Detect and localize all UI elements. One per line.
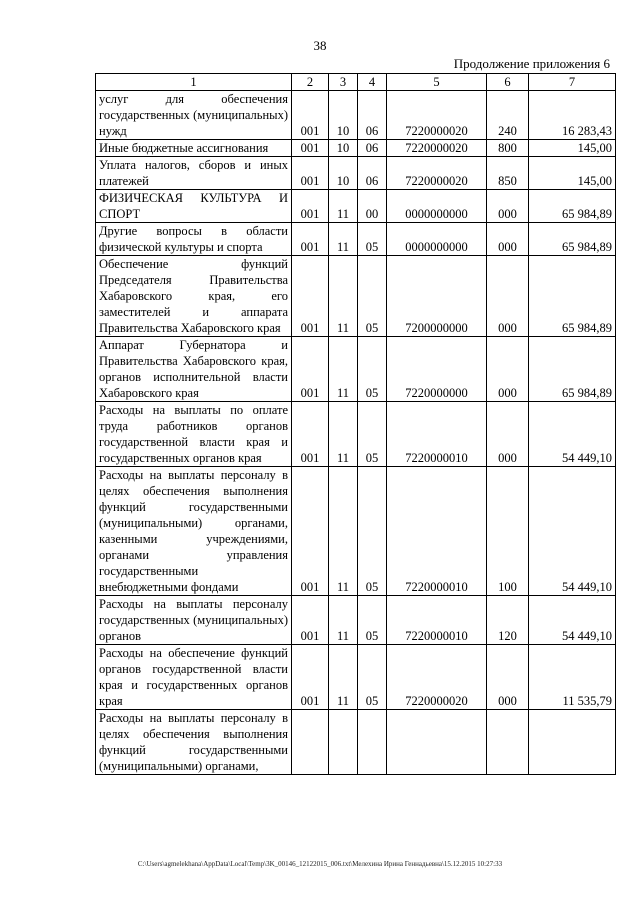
table-row xyxy=(96,337,616,402)
row-expense-type: 240 xyxy=(487,91,529,140)
row-section: 11 xyxy=(329,223,358,256)
continuation-label: Продолжение приложения 6 xyxy=(453,56,610,71)
header-cell: 5 xyxy=(387,74,487,91)
row-section: 11 xyxy=(329,402,358,467)
row-subsection: 06 xyxy=(358,140,387,157)
row-code: 001 xyxy=(292,223,329,256)
row-code: 001 xyxy=(292,256,329,337)
row-name: Расходы на выплаты по оплате труда работников органов государственной власти края и государственных органов края xyxy=(96,402,292,467)
row-code: 001 xyxy=(292,337,329,402)
table-row xyxy=(96,256,616,337)
row-name: Расходы на обеспечение функций органов государственной власти края и государственных органов края xyxy=(96,645,292,710)
row-name: Обеспечение функций Председателя Правительства Хабаровского края, его заместителей и аппарата Правительства Хабаровского края xyxy=(96,256,292,337)
budget-table xyxy=(95,73,616,775)
row-amount: 16 283,43 xyxy=(529,91,616,140)
table-row xyxy=(96,91,616,140)
header-cell: 3 xyxy=(329,74,358,91)
row-subsection: 05 xyxy=(358,256,387,337)
row-target: 0000000000 xyxy=(387,223,487,256)
page-number: 38 xyxy=(313,38,327,53)
header-cell: 2 xyxy=(292,74,329,91)
row-expense-type: 000 xyxy=(487,190,529,223)
row-section: 11 xyxy=(329,256,358,337)
row-subsection: 00 xyxy=(358,190,387,223)
table-row xyxy=(96,223,616,256)
row-target: 7200000000 xyxy=(387,256,487,337)
row-amount xyxy=(529,710,616,775)
table-row xyxy=(96,645,616,710)
row-amount: 11 535,79 xyxy=(529,645,616,710)
header-cell: 1 xyxy=(96,74,292,91)
row-section: 10 xyxy=(329,91,358,140)
table-row xyxy=(96,157,616,190)
row-amount: 145,00 xyxy=(529,157,616,190)
row-subsection: 05 xyxy=(358,337,387,402)
table-row xyxy=(96,710,616,775)
row-expense-type: 800 xyxy=(487,140,529,157)
header-cell: 4 xyxy=(358,74,387,91)
row-target: 7220000010 xyxy=(387,467,487,596)
row-amount: 145,00 xyxy=(529,140,616,157)
row-name: Иные бюджетные ассигнования xyxy=(96,140,292,157)
row-name: Аппарат Губернатора и Правительства Хабаровского края, органов исполнительной власти Хабаровского края xyxy=(96,337,292,402)
row-amount: 54 449,10 xyxy=(529,467,616,596)
row-code: 001 xyxy=(292,157,329,190)
row-expense-type: 850 xyxy=(487,157,529,190)
row-name: ФИЗИЧЕСКАЯ КУЛЬТУРА И СПОРТ xyxy=(96,190,292,223)
row-code xyxy=(292,710,329,775)
row-section: 11 xyxy=(329,190,358,223)
row-subsection: 06 xyxy=(358,91,387,140)
row-code: 001 xyxy=(292,596,329,645)
row-amount: 65 984,89 xyxy=(529,337,616,402)
row-name: Расходы на выплаты персоналу государственных (муниципальных) органов xyxy=(96,596,292,645)
row-amount: 65 984,89 xyxy=(529,256,616,337)
table-row xyxy=(96,190,616,223)
row-code: 001 xyxy=(292,645,329,710)
row-subsection: 05 xyxy=(358,467,387,596)
row-amount: 54 449,10 xyxy=(529,402,616,467)
row-target: 7220000010 xyxy=(387,402,487,467)
row-amount: 65 984,89 xyxy=(529,223,616,256)
row-target: 7220000020 xyxy=(387,645,487,710)
row-subsection: 05 xyxy=(358,223,387,256)
row-target: 7220000010 xyxy=(387,596,487,645)
row-section: 10 xyxy=(329,157,358,190)
row-expense-type: 000 xyxy=(487,337,529,402)
row-code: 001 xyxy=(292,190,329,223)
row-expense-type: 000 xyxy=(487,645,529,710)
row-target: 7220000000 xyxy=(387,337,487,402)
row-subsection: 06 xyxy=(358,157,387,190)
row-code: 001 xyxy=(292,402,329,467)
file-path-footer: C:\Users\agmelekhana\AppData\Local\Temp\3K_00146_12122015_006.txt\Мелехина Ирина Геннадьевна\15.12.2015 10:27:33 xyxy=(137,860,503,868)
row-section: 11 xyxy=(329,337,358,402)
header-row xyxy=(96,74,616,91)
header-cell: 6 xyxy=(487,74,529,91)
row-section: 11 xyxy=(329,596,358,645)
table-row xyxy=(96,596,616,645)
row-expense-type: 000 xyxy=(487,256,529,337)
row-name: услуг для обеспечения государственных (муниципальных) нужд xyxy=(96,91,292,140)
table-row xyxy=(96,467,616,596)
table-row xyxy=(96,402,616,467)
row-expense-type: 000 xyxy=(487,402,529,467)
header-cell: 7 xyxy=(529,74,616,91)
row-expense-type: 000 xyxy=(487,223,529,256)
row-subsection: 05 xyxy=(358,596,387,645)
row-expense-type: 120 xyxy=(487,596,529,645)
row-code: 001 xyxy=(292,467,329,596)
row-section xyxy=(329,710,358,775)
row-name: Расходы на выплаты персоналу в целях обеспечения выполнения функций государственными (муниципальными) органами, казенными учреждениями, органами управления государственными внебюджетными фондами xyxy=(96,467,292,596)
row-amount: 54 449,10 xyxy=(529,596,616,645)
row-subsection xyxy=(358,710,387,775)
row-name: Расходы на выплаты персоналу в целях обеспечения выполнения функций государственными (муниципальными) органами, xyxy=(96,710,292,775)
row-code: 001 xyxy=(292,140,329,157)
row-target: 7220000020 xyxy=(387,157,487,190)
row-section: 11 xyxy=(329,467,358,596)
table-row xyxy=(96,140,616,157)
row-amount: 65 984,89 xyxy=(529,190,616,223)
row-subsection: 05 xyxy=(358,645,387,710)
row-section: 10 xyxy=(329,140,358,157)
row-code: 001 xyxy=(292,91,329,140)
row-target xyxy=(387,710,487,775)
row-target: 0000000000 xyxy=(387,190,487,223)
row-expense-type: 100 xyxy=(487,467,529,596)
row-section: 11 xyxy=(329,645,358,710)
row-name: Уплата налогов, сборов и иных платежей xyxy=(96,157,292,190)
row-name: Другие вопросы в области физической культуры и спорта xyxy=(96,223,292,256)
row-target: 7220000020 xyxy=(387,140,487,157)
row-target: 7220000020 xyxy=(387,91,487,140)
row-expense-type xyxy=(487,710,529,775)
row-subsection: 05 xyxy=(358,402,387,467)
